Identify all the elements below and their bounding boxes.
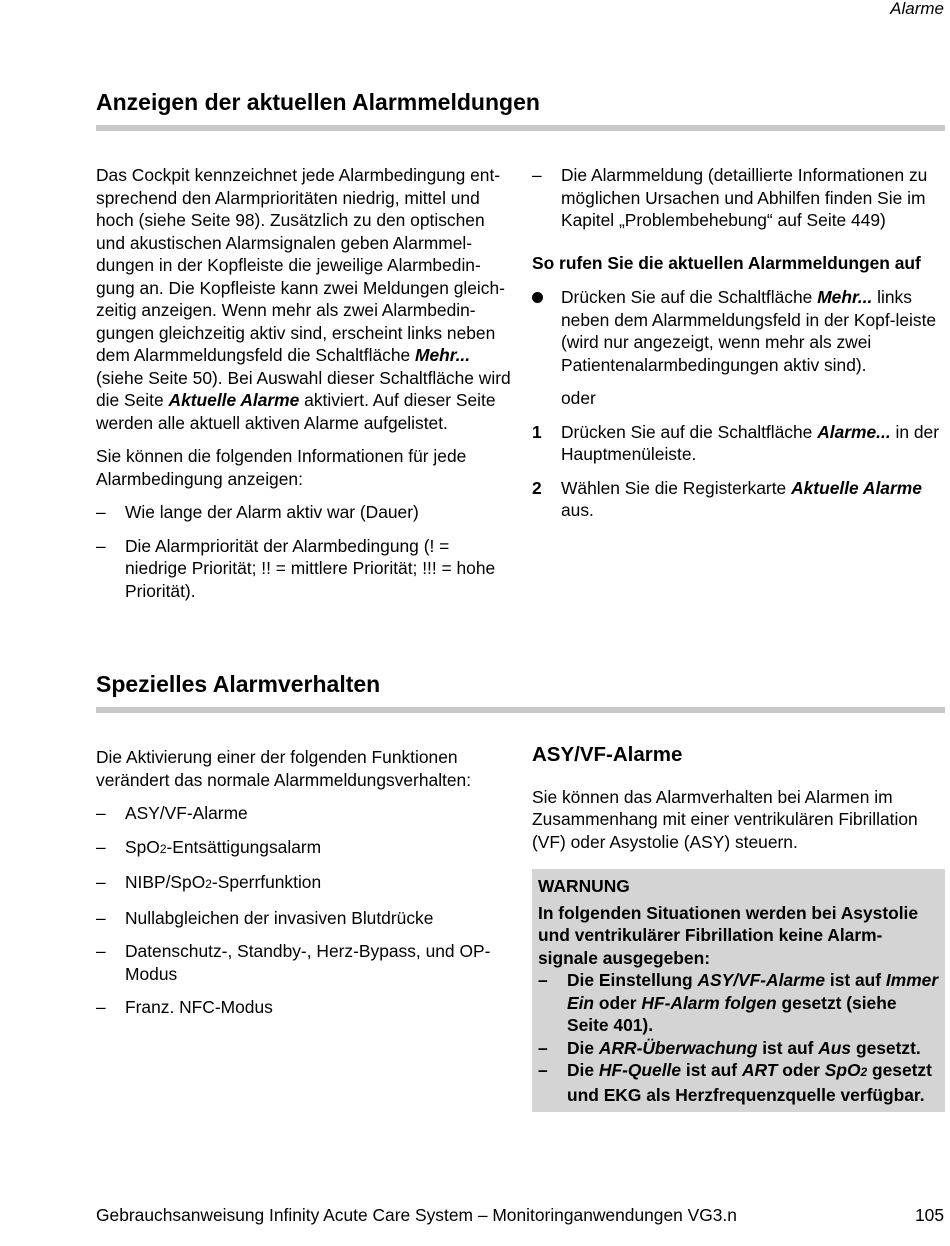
section-title-current-alarms: Anzeigen der aktuellen Alarmmeldungen [96, 89, 540, 115]
alarme-ui-label: Alarme... [817, 421, 891, 442]
setting-label: ARR-Überwachung [598, 1037, 758, 1058]
section2-right-column [532, 744, 945, 1112]
warning-item [538, 969, 939, 1037]
text-run: aktiviert. Auf dieser Seite werden alle aktuell aktiven Alarme aufgelistet. [96, 390, 496, 433]
subscript: 2 [159, 841, 167, 856]
warning-list [538, 969, 939, 1106]
list-item [96, 802, 514, 825]
dash-marker: – [532, 165, 542, 185]
list-item [96, 907, 514, 930]
text-run: Wählen Sie die Registerkarte [561, 477, 792, 498]
dash-marker: – [96, 997, 106, 1017]
setting-value: SpO [824, 1060, 861, 1080]
list-item-text: Franz. NFC-Modus [125, 997, 273, 1017]
aktuelle-alarme-ui-label: Aktuelle Alarme [168, 390, 300, 410]
text-run: in der Hauptmenüleiste. [561, 421, 939, 464]
section-rule [96, 707, 945, 713]
section1-right-column [532, 164, 945, 533]
dash-marker: – [538, 970, 548, 990]
warning-item [538, 1037, 939, 1060]
intro-paragraph [96, 164, 514, 434]
text-run: Die [567, 1060, 599, 1080]
text-run: gesetzt (siehe Seite 401). [567, 992, 897, 1035]
text-run: -Sperrfunktion [211, 872, 322, 892]
footer-text: Gebrauchsanweisung Infinity Acute Care System – Monitoringanwendungen VG3.n [96, 1205, 737, 1225]
list-item [96, 871, 514, 896]
text-run: gesetzt. [851, 1037, 921, 1058]
step-number: 2 [532, 477, 542, 498]
setting-value: Immer Ein [567, 970, 939, 1013]
list-item [96, 501, 514, 524]
aktuelle-alarme-ui-label: Aktuelle Alarme [791, 477, 922, 498]
list-item [96, 996, 514, 1019]
list-item [96, 836, 514, 861]
dash-marker: – [96, 502, 106, 522]
list-item-text: Datenschutz-, Standby-, Herz-Bypass, und OP-Modus [125, 941, 491, 984]
running-header: Alarme [890, 0, 944, 18]
text-run: -Entsättigungsalarm [166, 836, 322, 857]
list-item-text: Die Alarmmeldung (detaillierte Informationen zu möglichen Ursachen und Abhilfen finden Sie im Kapitel „Problembehebung“ auf Seite 449) [561, 165, 928, 230]
procedure-list [532, 286, 945, 522]
text-run: NIBP/SpO [125, 872, 206, 892]
functions-list [96, 802, 514, 1019]
list-item-text: Nullabgleichen der invasiven Blutdrücke [125, 907, 434, 928]
text-run: ist auf [757, 1037, 819, 1058]
info-paragraph: Sie können die folgenden Informationen für jede Alarmbedingung anzeigen: [96, 446, 467, 489]
list-item [96, 535, 514, 603]
mehr-ui-label: Mehr... [817, 287, 873, 307]
text-run: gesetzt und EKG als Herzfrequenzquelle verfügbar. [567, 1060, 932, 1105]
text-run: aus. [561, 500, 594, 520]
procedure-subheading: So rufen Sie die aktuellen Alarmmeldungen auf [532, 252, 921, 273]
dash-marker: – [96, 907, 106, 928]
asy-vf-paragraph: Sie können das Alarmverhalten bei Alarmen im Zusammenhang mit einer ventrikulären Fibrillation (VF) oder Asystolie (ASY) steuern. [532, 786, 918, 852]
setting-label: ASY/VF-Alarme [697, 970, 826, 990]
dash-marker: – [538, 1060, 548, 1080]
functions-intro: Die Aktivierung einer der folgenden Funktionen verändert das normale Alarmmeldungsverhalten: [96, 747, 472, 790]
text-run: ist auf [681, 1060, 742, 1080]
numbered-step [532, 477, 945, 522]
warning-label: WARNUNG [538, 876, 630, 896]
text-run: (siehe Seite 50). Bei Auswahl dieser Schaltfläche wird die Seite [96, 367, 511, 410]
warning-box [532, 869, 945, 1112]
info-list-continued [532, 164, 945, 232]
setting-value: Aus [818, 1037, 852, 1058]
text-run: Die Einstellung [567, 970, 698, 990]
text-run: Die [567, 1037, 599, 1058]
dash-marker: – [538, 1037, 548, 1058]
text-run: Drücken Sie auf die Schaltfläche [561, 287, 818, 307]
mehr-ui-label: Mehr... [415, 345, 471, 365]
warning-intro: In folgenden Situationen werden bei Asystolie und ventrikulärer Fibrillation keine Alarm-signale ausgegeben: [538, 902, 919, 968]
oder-line [532, 387, 945, 410]
text-run: links neben dem Alarmmeldungsfeld in der Kopf-leiste (wird nur angezeigt, wenn mehr als zwei Patientenalarmbedingungen aktiv sind). [561, 287, 937, 375]
bullet-dot-icon [532, 286, 556, 309]
section1-left-column [96, 164, 514, 613]
numbered-step [532, 421, 945, 466]
bullet-step [532, 286, 945, 376]
info-list [96, 501, 514, 602]
list-item-text: Die Alarmpriorität der Alarmbedingung (! = niedrige Priorität; !! = mittlere Priorität; !!! = hohe Priorität). [125, 535, 496, 601]
text-run: oder [594, 992, 642, 1013]
dash-marker: – [96, 941, 106, 961]
oder-text: oder [561, 388, 596, 408]
warning-item [538, 1059, 939, 1106]
setting-value: HF-Alarm folgen [641, 992, 777, 1013]
dash-marker: – [96, 535, 106, 556]
text-run: Das Cockpit kennzeichnet jede Alarmbedingung ent-sprechend den Alarmprioritäten niedrig, mittel und hoch (siehe Seite 98). Zusätzlich zu den optischen und akustischen Alarmsignalen geben Alarmmel-dungen in der Kopfleiste die jeweilige Alarmbedin-gung an. Die Kopfleiste kann zwei Meldungen gleich-zeitig anzeigen. Wenn mehr als zwei Alarmbedin-gungen gleichzeitig aktiv sind, erscheint links neben dem Alarmmeldungsfeld die Schaltfläche [96, 165, 505, 365]
section2-left-column [96, 746, 514, 1030]
section-title-special-alarm-behavior: Spezielles Alarmverhalten [96, 671, 381, 697]
text-run: SpO [125, 836, 160, 857]
setting-value: ART [741, 1060, 778, 1080]
list-item-text: Wie lange der Alarm aktiv war (Dauer) [125, 502, 419, 522]
dash-marker: – [96, 836, 106, 857]
text-run: oder [777, 1060, 825, 1080]
section-rule [96, 125, 945, 131]
dash-marker: – [96, 872, 106, 892]
dash-marker: – [96, 803, 106, 823]
text-run: ist auf [825, 970, 886, 990]
page-number: 105 [914, 1205, 944, 1225]
asy-vf-heading: ASY/VF-Alarme [532, 743, 683, 766]
list-item-text: ASY/VF-Alarme [125, 803, 248, 823]
list-item [96, 940, 514, 985]
setting-label: HF-Quelle [598, 1060, 682, 1080]
subscript: 2 [860, 1065, 868, 1079]
subscript: 2 [205, 877, 212, 891]
list-item [532, 164, 945, 232]
text-run: Drücken Sie auf die Schaltfläche [561, 421, 818, 442]
step-number: 1 [532, 421, 542, 442]
